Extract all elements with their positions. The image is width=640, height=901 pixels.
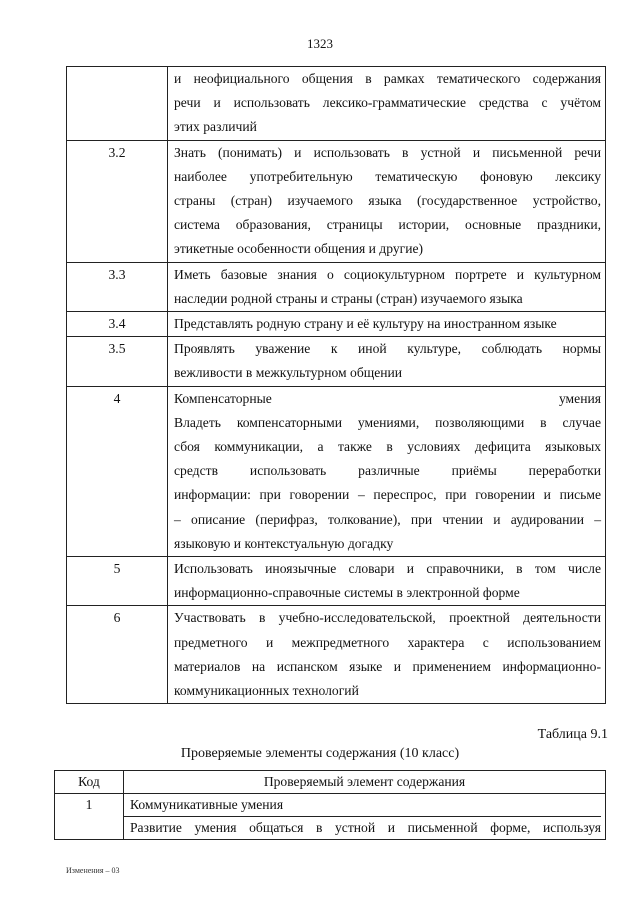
text-line: наиболее употребительную тематическую фоновую лексику: [174, 168, 601, 184]
table-row: [67, 67, 606, 141]
row-number: 3.4: [67, 312, 168, 337]
row-text: [168, 386, 606, 556]
text-line: информационно-справочные системы в электронной форме: [174, 585, 520, 601]
text-line: Развитие умения общаться в устной и письменной форме, используя: [124, 816, 601, 839]
row-text: [168, 67, 606, 141]
row-number: 5: [67, 557, 168, 606]
text-line: сбоя коммуникации, а также в условиях дефицита языковых: [174, 439, 601, 455]
text-line: коммуникационных технологий: [174, 683, 359, 699]
text-line: материалов на испанском языке и применением информационно-: [174, 658, 601, 674]
text-line: Иметь базовые знания о социокультурном портрете и культурном: [174, 266, 601, 282]
text-line: и неофициального общения в рамках тематического содержания: [174, 71, 601, 86]
table-row: [67, 140, 606, 262]
text-line: наследии родной страны и страны (стран) изучаемого языка: [174, 290, 523, 306]
text-line: система образования, страницы истории, основные праздники,: [174, 217, 601, 233]
table-row: [67, 262, 606, 311]
text-line: Коммуникативные умения: [130, 797, 284, 812]
text-line: этих различий: [174, 119, 257, 135]
row-number: 3.5: [67, 337, 168, 386]
text-line: средств использовать различные приёмы переработки: [174, 463, 601, 479]
table-header-row: [55, 771, 606, 794]
text-line: Представлять родную страну и её культуру на иностранном языке: [174, 316, 557, 332]
text-line: речи и использовать лексико-грамматические средства с учётом: [174, 95, 601, 111]
row-text: [168, 337, 606, 386]
element-header: Проверяемый элемент содержания: [124, 771, 606, 794]
row-text: [168, 606, 606, 704]
text-line: информации: при говорении – переспрос, при говорении и письме: [174, 487, 601, 503]
row-text: [168, 262, 606, 311]
text-line: – описание (перифраз, толкование), при чтении и аудировании –: [174, 511, 601, 527]
row-text: [168, 557, 606, 606]
page-number: 1323: [307, 36, 333, 51]
table-caption: Таблица 9.1: [537, 727, 608, 742]
row-element: [124, 794, 606, 840]
content-elements-table: [54, 770, 606, 840]
table-row: [67, 312, 606, 337]
code-header: Код: [55, 771, 124, 794]
text-line: Владеть компенсаторными умениями, позволяющими в случае: [174, 414, 601, 430]
table-row: [67, 557, 606, 606]
row-text: [168, 312, 606, 337]
row-number: 3.3: [67, 262, 168, 311]
row-code: 1: [55, 794, 124, 840]
row-number: 4: [67, 386, 168, 556]
text-line: предметного и межпредметного характера с использованием: [174, 634, 601, 650]
footer-note: Изменения – 03: [66, 866, 120, 875]
text-line: Знать (понимать) и использовать в устной и письменной речи: [174, 144, 601, 160]
row-text: [168, 140, 606, 262]
text-line: вежливости в межкультурном общении: [174, 365, 403, 381]
text-line: Участвовать в учебно-исследовательской, проектной деятельности: [174, 610, 601, 626]
table-row: [67, 337, 606, 386]
text-line: Использовать иноязычные словари и справочники, в том числе: [174, 561, 601, 577]
text-line: страны (стран) изучаемого языка (государственное устройство,: [174, 193, 601, 209]
row-number: [67, 67, 168, 141]
competency-table: [66, 66, 606, 704]
table-row: [55, 794, 606, 840]
table-title: Проверяемые элементы содержания (10 класс): [180, 746, 460, 761]
table-row: [67, 606, 606, 704]
table-row: [67, 386, 606, 556]
text-line: Проявлять уважение к иной культуре, соблюдать нормы: [174, 341, 601, 357]
text-line: этикетные особенности общения и другие): [174, 241, 424, 257]
text-line: Компенсаторные умения: [174, 390, 601, 406]
row-number: 3.2: [67, 140, 168, 262]
row-number: 6: [67, 606, 168, 704]
text-line: языковую и контекстуальную догадку: [174, 535, 394, 551]
